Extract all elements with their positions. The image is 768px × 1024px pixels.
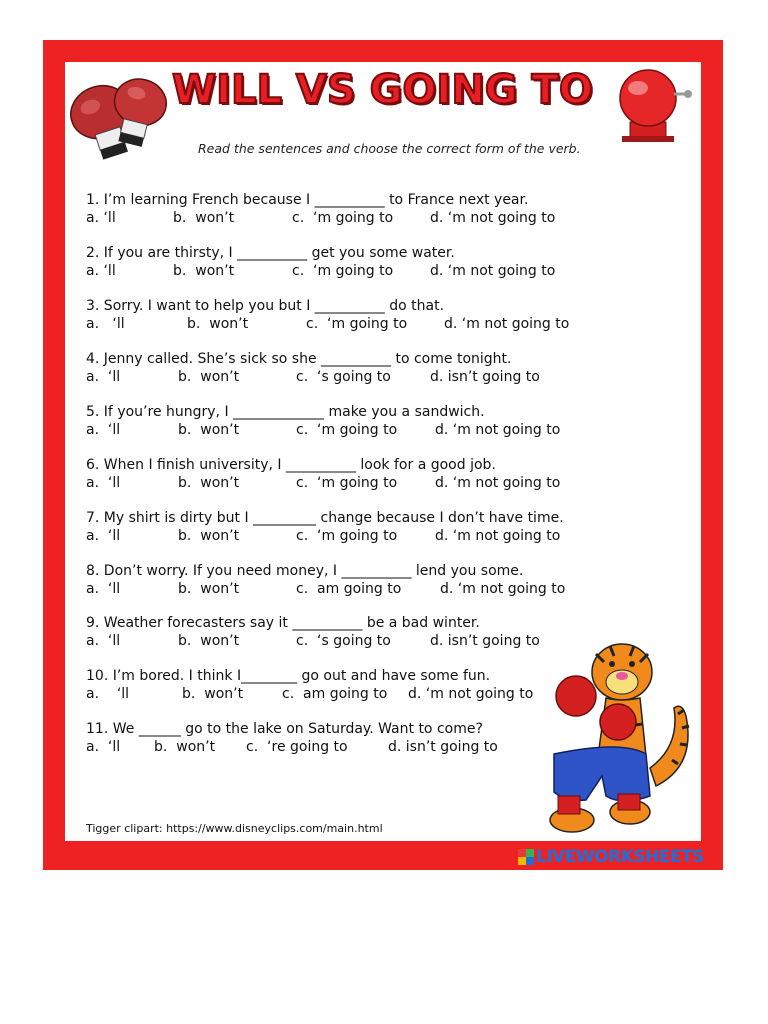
question-stem: 7. My shirt is dirty but I _________ change because I don’t have time. [86,510,564,526]
answer-option-a[interactable]: a. ‘ll [86,422,121,438]
question-6 [86,456,606,492]
answer-option-b[interactable]: b. won’t [178,528,240,544]
question-stem: 5. If you’re hungry, I _____________ make you a sandwich. [86,404,485,420]
answer-option-b[interactable]: b. won’t [187,316,249,332]
answer-option-c[interactable]: c. ‘m going to [296,528,398,544]
answer-option-c[interactable]: c. am going to [282,686,388,702]
answer-option-c[interactable]: c. ‘s going to [296,633,391,649]
answer-option-a[interactable]: a. ‘ll [86,369,121,385]
boxing-gloves-icon [68,66,170,172]
tigger-boxing-illustration [546,636,696,842]
answer-option-c[interactable]: c. ‘m going to [296,475,398,491]
question-11 [86,720,606,756]
liveworksheets-logo-icon [518,849,534,865]
answer-option-b[interactable]: b. won’t [154,739,216,755]
answer-option-d[interactable]: d. ‘m not going to [444,316,570,332]
question-10 [86,667,606,703]
question-stem: 8. Don’t worry. If you need money, I __________ lend you some. [86,563,524,579]
alarm-bell-icon [610,64,694,148]
answer-option-c[interactable]: c. ‘s going to [296,369,391,385]
answer-option-c[interactable]: c. ‘m going to [292,210,394,226]
answer-option-c[interactable]: c. ‘re going to [246,739,348,755]
question-5 [86,403,606,439]
answer-option-d[interactable]: d. ‘m not going to [430,210,556,226]
answer-option-a[interactable]: a. ‘ll [86,316,125,332]
answer-option-a[interactable]: a. ‘ll [86,210,116,226]
answer-option-d[interactable]: d. isn’t going to [430,633,540,649]
answer-options [86,421,606,439]
answer-option-b[interactable]: b. won’t [178,475,240,491]
answer-option-d[interactable]: d. ‘m not going to [408,686,534,702]
answer-options [86,632,606,650]
answer-options [86,738,606,756]
answer-option-b[interactable]: b. won’t [173,263,235,279]
answer-option-c[interactable]: c. ‘m going to [306,316,408,332]
clipart-credit: Tigger clipart: https://www.disneyclips.com/main.html [86,822,383,835]
answer-options [86,209,606,227]
question-stem: 10. I’m bored. I think I________ go out and have some fun. [86,668,491,684]
question-stem: 4. Jenny called. She’s sick so she __________ to come tonight. [86,351,512,367]
question-2 [86,244,606,280]
answer-option-d[interactable]: d. ‘m not going to [435,475,561,491]
answer-option-b[interactable]: b. won’t [182,686,244,702]
question-1 [86,191,606,227]
answer-option-a[interactable]: a. ‘ll [86,263,116,279]
answer-option-d[interactable]: d. isn’t going to [430,369,540,385]
question-9 [86,614,606,650]
answer-option-b[interactable]: b. won’t [178,422,240,438]
answer-options [86,685,606,703]
question-stem: 2. If you are thirsty, I __________ get you some water. [86,245,455,261]
answer-options [86,527,606,545]
answer-option-a[interactable]: a. ‘ll [86,528,121,544]
answer-option-c[interactable]: c. ‘m going to [296,422,398,438]
answer-option-c[interactable]: c. am going to [296,581,402,597]
answer-option-d[interactable]: d. ‘m not going to [435,528,561,544]
question-4 [86,350,606,386]
question-7 [86,509,606,545]
answer-option-d[interactable]: d. isn’t going to [388,739,498,755]
answer-option-a[interactable]: a. ‘ll [86,581,121,597]
answer-option-a[interactable]: a. ‘ll [86,739,121,755]
answer-option-d[interactable]: d. ‘m not going to [435,422,561,438]
answer-option-a[interactable]: a. ‘ll [86,633,121,649]
question-stem: 3. Sorry. I want to help you but I __________ do that. [86,298,445,314]
question-3 [86,297,606,333]
answer-options [86,474,606,492]
answer-option-b[interactable]: b. won’t [178,369,240,385]
instructions-text: Read the sentences and choose the correct form of the verb. [198,141,581,156]
answer-option-b[interactable]: b. won’t [173,210,235,226]
answer-options [86,262,606,280]
worksheet-title: WILL VS GOING TO [172,67,593,113]
question-stem: 11. We ______ go to the lake on Saturday. Want to come? [86,721,483,737]
question-stem: 9. Weather forecasters say it __________ be a bad winter. [86,615,480,631]
liveworksheets-logo [518,846,704,868]
question-stem: 6. When I finish university, I __________ look for a good job. [86,457,496,473]
answer-options [86,315,606,333]
answer-options [86,580,606,598]
answer-option-a[interactable]: a. ‘ll [86,686,130,702]
answer-option-b[interactable]: b. won’t [178,581,240,597]
liveworksheets-brand-text: LIVEWORKSHEETS [536,847,704,867]
answer-option-d[interactable]: d. ‘m not going to [430,263,556,279]
answer-option-a[interactable]: a. ‘ll [86,475,121,491]
answer-option-d[interactable]: d. ‘m not going to [440,581,566,597]
question-8 [86,562,606,598]
answer-options [86,368,606,386]
answer-option-c[interactable]: c. ‘m going to [292,263,394,279]
answer-option-b[interactable]: b. won’t [178,633,240,649]
question-stem: 1. I’m learning French because I __________ to France next year. [86,192,529,208]
